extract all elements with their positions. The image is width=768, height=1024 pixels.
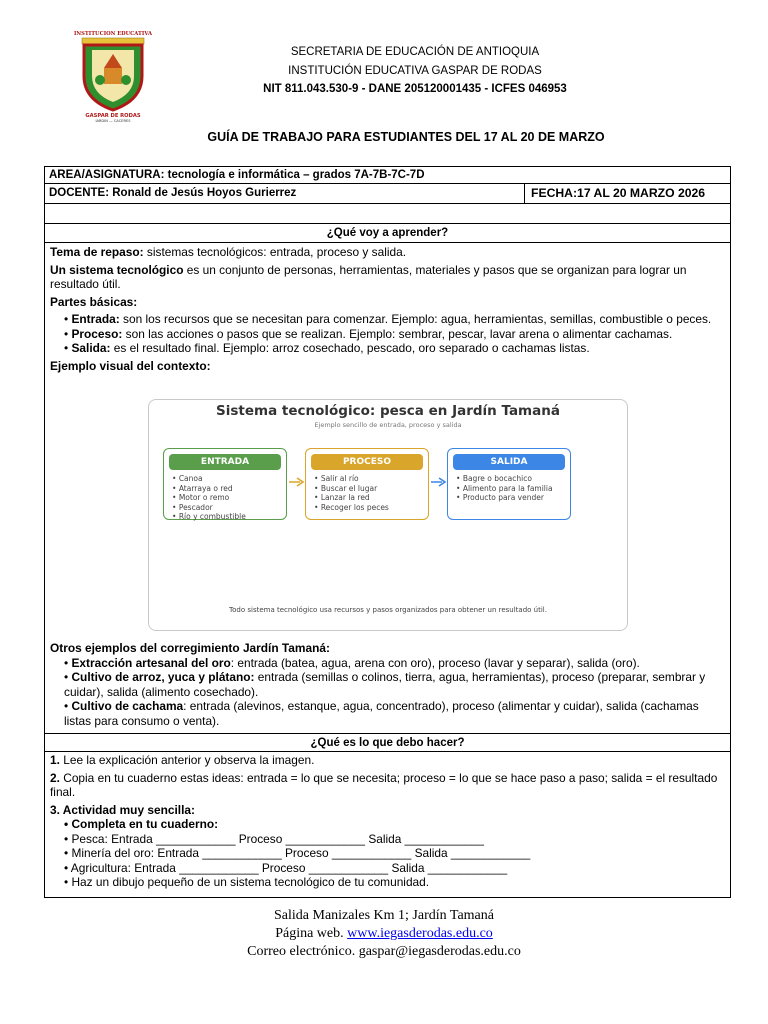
section-todo-header xyxy=(45,733,730,752)
guide-title: GUÍA DE TRABAJO PARA ESTUDIANTES DEL 17 AL 20 DE MARZO xyxy=(207,130,605,144)
entrada-item: • Canoa xyxy=(172,474,286,484)
salida-item: • Bagre o bocachico xyxy=(456,474,570,484)
instruction-3a: • Completa en tu cuaderno: xyxy=(64,817,219,831)
salida-item: • Alimento para la familia xyxy=(456,484,570,494)
entrada-box xyxy=(163,448,287,520)
fecha: FECHA:17 AL 20 MARZO 2026 xyxy=(531,186,706,200)
entrada-box-title: ENTRADA xyxy=(169,454,281,470)
header-line-3: NIT 811.043.530-9 - DANE 205120001435 - ICFES 046953 xyxy=(263,83,567,95)
proceso-item: • Buscar el lugar xyxy=(314,484,428,494)
diagram-title: Sistema tecnológico: pesca en Jardín Tamaná xyxy=(216,403,560,419)
fill-agricultura: • Agricultura: Entrada ____________ Proceso ____________ Salida ____________ xyxy=(64,860,508,875)
proceso-box-title: PROCESO xyxy=(311,454,423,470)
docente: DOCENTE: Ronald de Jesús Hoyos Gurierrez xyxy=(45,184,525,203)
salida-box xyxy=(447,448,571,520)
salida-item: • Salida: es el resultado final. Ejemplo: arroz cosechado, pescado, oro separado o cachamas listas. xyxy=(64,341,590,355)
proceso-item: • Proceso: son las acciones o pasos que se realizan. Ejemplo: sembrar, pescar, lavar arena o alimentar cachamas. xyxy=(64,326,673,341)
empty-row xyxy=(45,204,730,224)
example-arroz: • Cultivo de arroz, yuca y plátano: entrada (semillas o colinos, tierra, agua, herramientas), proceso (preparar, sembrar y cuidar), salida (alimento cosechado). xyxy=(64,670,706,699)
fill-pesca: • Pesca: Entrada ____________ Proceso ____________ Salida ____________ xyxy=(64,831,485,846)
area-subject: AREA/ASIGNATURA: tecnología e informática – grados 7A-7B-7C-7D xyxy=(49,169,425,181)
tema-paragraph: Tema de repaso: sistemas tecnológicos: entrada, proceso y salida. xyxy=(50,245,407,259)
instruction-3: 3. Actividad muy sencilla: xyxy=(50,802,195,817)
system-diagram xyxy=(148,399,628,631)
definition-paragraph: Un sistema tecnológico es un conjunto de personas, herramientas, materiales y pasos que se organizan para lograr un resultado útil. xyxy=(50,262,687,291)
partes-label: Partes básicas: xyxy=(50,294,138,309)
school-logo xyxy=(70,28,156,122)
section-todo-title: ¿Qué es lo que debo hacer? xyxy=(310,737,465,749)
instruction-1: 1. Lee la explicación anterior y observa la imagen. xyxy=(50,753,315,767)
examples-content xyxy=(50,641,725,728)
proceso-item: • Salir al río xyxy=(314,474,428,484)
entrada-item: • Atarraya o red xyxy=(172,484,286,494)
diagram-footer: Todo sistema tecnológico usa recursos y pasos organizados para obtener un resultado útil. xyxy=(229,606,547,614)
proceso-box xyxy=(305,448,429,520)
instruction-2: 2. Copia en tu cuaderno estas ideas: entrada = lo que se necesita; proceso = lo que se hace paso a paso; salida = el resultado final. xyxy=(50,770,718,799)
todo-content xyxy=(50,753,725,890)
proceso-item: • Lanzar la red xyxy=(314,493,428,503)
learn-content xyxy=(50,245,725,376)
logo-text-bottom: GASPAR DE RODAS xyxy=(85,113,141,119)
otros-label: Otros ejemplos del corregimiento Jardín Tamaná: xyxy=(50,641,330,655)
area-row xyxy=(45,167,730,184)
entrada-item: • Motor o remo xyxy=(172,493,286,503)
worksheet-table xyxy=(44,166,731,898)
arrow-right-icon xyxy=(289,477,305,487)
header-line-1: SECRETARIA DE EDUCACIÓN DE ANTIOQUIA xyxy=(290,46,540,58)
arrow-right-icon xyxy=(431,477,447,487)
docente-row xyxy=(45,184,730,204)
website-link[interactable]: www.iegasderodas.edu.co xyxy=(347,926,493,941)
visual-label: Ejemplo visual del contexto: xyxy=(50,358,211,373)
section-learn-title: ¿Qué voy a aprender? xyxy=(326,227,449,239)
footer-address: Salida Manizales Km 1; Jardín Tamaná xyxy=(274,908,494,923)
diagram-subtitle: Ejemplo sencillo de entrada, proceso y salida xyxy=(314,421,462,429)
entrada-item: • Pescador xyxy=(172,503,286,513)
draw-instruction: • Haz un dibujo pequeño de un sistema tecnológico de tu comunidad. xyxy=(64,875,430,889)
entrada-item: • Río y combustible xyxy=(172,512,286,522)
footer-web: Página web. www.iegasderodas.edu.co xyxy=(275,926,493,941)
logo-text-place: JARDIN — CACERES xyxy=(95,119,131,122)
example-oro: • Extracción artesanal del oro: entrada (batea, agua, arena con oro), proceso (lavar y separar), salida (oro). xyxy=(64,655,640,670)
entrada-item: • Entrada: son los recursos que se necesitan para comenzar. Ejemplo: agua, herramientas, semillas, combustible o peces. xyxy=(64,312,712,326)
logo-text-top: INSTITUCION EDUCATIVA xyxy=(74,31,152,37)
section-learn-header xyxy=(45,224,730,243)
footer-email: Correo electrónico. gaspar@iegasderodas.edu.co xyxy=(247,944,521,959)
example-cachama: • Cultivo de cachama: entrada (alevinos, estanque, agua, concentrado), proceso (alimentar y cuidar), salida (cachamas listas para consumo o venta). xyxy=(64,699,699,728)
header-line-2: INSTITUCIÓN EDUCATIVA GASPAR DE RODAS xyxy=(288,65,542,77)
fill-mineria: • Minería del oro: Entrada ____________ Proceso ____________ Salida ____________ xyxy=(64,846,531,860)
proceso-item: • Recoger los peces xyxy=(314,503,428,513)
salida-box-title: SALIDA xyxy=(453,454,565,470)
salida-item: • Producto para vender xyxy=(456,493,570,503)
